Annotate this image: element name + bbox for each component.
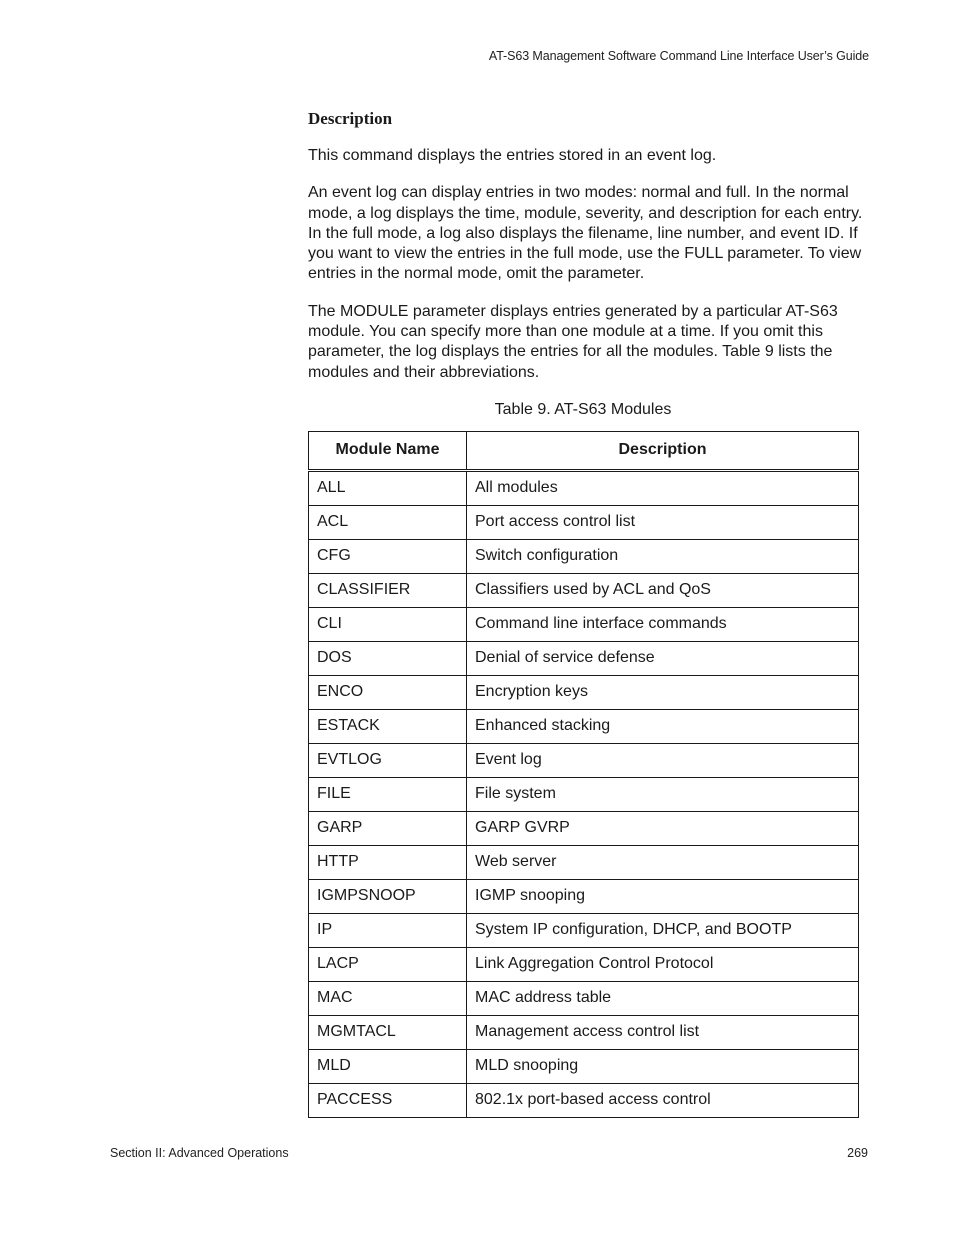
table-row xyxy=(309,947,859,981)
module-name-cell: IP xyxy=(309,913,467,947)
modules-table xyxy=(308,431,859,1118)
table-caption: Table 9. AT-S63 Modules xyxy=(494,400,672,418)
module-description-cell: System IP configuration, DHCP, and BOOTP xyxy=(467,913,859,947)
module-name-cell: DOS xyxy=(309,641,467,675)
module-description-cell: Management access control list xyxy=(467,1015,859,1049)
table-row xyxy=(309,743,859,777)
module-name-cell: HTTP xyxy=(309,845,467,879)
module-name-cell: CFG xyxy=(309,539,467,573)
module-name-cell: MAC xyxy=(309,981,467,1015)
table-row xyxy=(309,573,859,607)
table-header-row xyxy=(309,431,859,470)
module-name-cell: ALL xyxy=(309,470,467,505)
paragraph-log-modes: An event log can display entries in two modes: normal and full. In the normal mode, a log displays the time, module, severity, and description for each entry. In the full mode, a log also displays the filename, line number, and event ID. If you want to view the entries in the full mode, use the FULL parameter. To view entries in the normal mode, omit the parameter. xyxy=(308,184,863,283)
column-header-description: Description xyxy=(467,431,859,470)
module-description-cell: GARP GVRP xyxy=(467,811,859,845)
table-row xyxy=(309,777,859,811)
module-description-cell: Web server xyxy=(467,845,859,879)
section-heading: Description xyxy=(308,109,393,128)
module-name-cell: LACP xyxy=(309,947,467,981)
module-name-cell: GARP xyxy=(309,811,467,845)
module-name-cell: MGMTACL xyxy=(309,1015,467,1049)
table-body xyxy=(309,470,859,1117)
module-description-cell: MLD snooping xyxy=(467,1049,859,1083)
module-description-cell: Link Aggregation Control Protocol xyxy=(467,947,859,981)
table-row xyxy=(309,811,859,845)
module-name-cell: EVTLOG xyxy=(309,743,467,777)
footer-section-label: Section II: Advanced Operations xyxy=(110,1146,289,1160)
table-row xyxy=(309,539,859,573)
module-name-cell: PACCESS xyxy=(309,1083,467,1117)
module-description-cell: 802.1x port-based access control xyxy=(467,1083,859,1117)
module-description-cell: Classifiers used by ACL and QoS xyxy=(467,573,859,607)
table-row xyxy=(309,505,859,539)
table-row xyxy=(309,1015,859,1049)
module-name-cell: CLI xyxy=(309,607,467,641)
table-row xyxy=(309,1049,859,1083)
module-description-cell: Event log xyxy=(467,743,859,777)
table-row xyxy=(309,470,859,505)
module-name-cell: ESTACK xyxy=(309,709,467,743)
table-row xyxy=(309,981,859,1015)
table-row xyxy=(309,675,859,709)
module-name-cell: ENCO xyxy=(309,675,467,709)
module-name-cell: CLASSIFIER xyxy=(309,573,467,607)
column-header-module-name: Module Name xyxy=(309,431,467,470)
module-description-cell: Encryption keys xyxy=(467,675,859,709)
module-description-cell: IGMP snooping xyxy=(467,879,859,913)
module-description-cell: All modules xyxy=(467,470,859,505)
paragraph-intro: This command displays the entries stored in an event log. xyxy=(308,147,717,164)
table-row xyxy=(309,845,859,879)
module-description-cell: Port access control list xyxy=(467,505,859,539)
main-content xyxy=(308,108,870,1118)
module-name-cell: ACL xyxy=(309,505,467,539)
table-row xyxy=(309,913,859,947)
table-row xyxy=(309,1083,859,1117)
module-name-cell: MLD xyxy=(309,1049,467,1083)
table-row xyxy=(309,641,859,675)
module-description-cell: Enhanced stacking xyxy=(467,709,859,743)
module-description-cell: MAC address table xyxy=(467,981,859,1015)
module-name-cell: FILE xyxy=(309,777,467,811)
module-description-cell: Switch configuration xyxy=(467,539,859,573)
module-name-cell: IGMPSNOOP xyxy=(309,879,467,913)
table-row xyxy=(309,879,859,913)
table-row xyxy=(309,709,859,743)
paragraph-module-param: The MODULE parameter displays entries generated by a particular AT-S63 module. You can specify more than one module at a time. If you omit this parameter, the log displays the entries for all the modules. Table 9 lists the modules and their abbreviations. xyxy=(308,302,838,381)
running-header: AT-S63 Management Software Command Line Interface User’s Guide xyxy=(488,49,869,63)
module-description-cell: Command line interface commands xyxy=(467,607,859,641)
module-description-cell: File system xyxy=(467,777,859,811)
table-row xyxy=(309,607,859,641)
module-description-cell: Denial of service defense xyxy=(467,641,859,675)
footer-page-number: 269 xyxy=(847,1146,868,1160)
